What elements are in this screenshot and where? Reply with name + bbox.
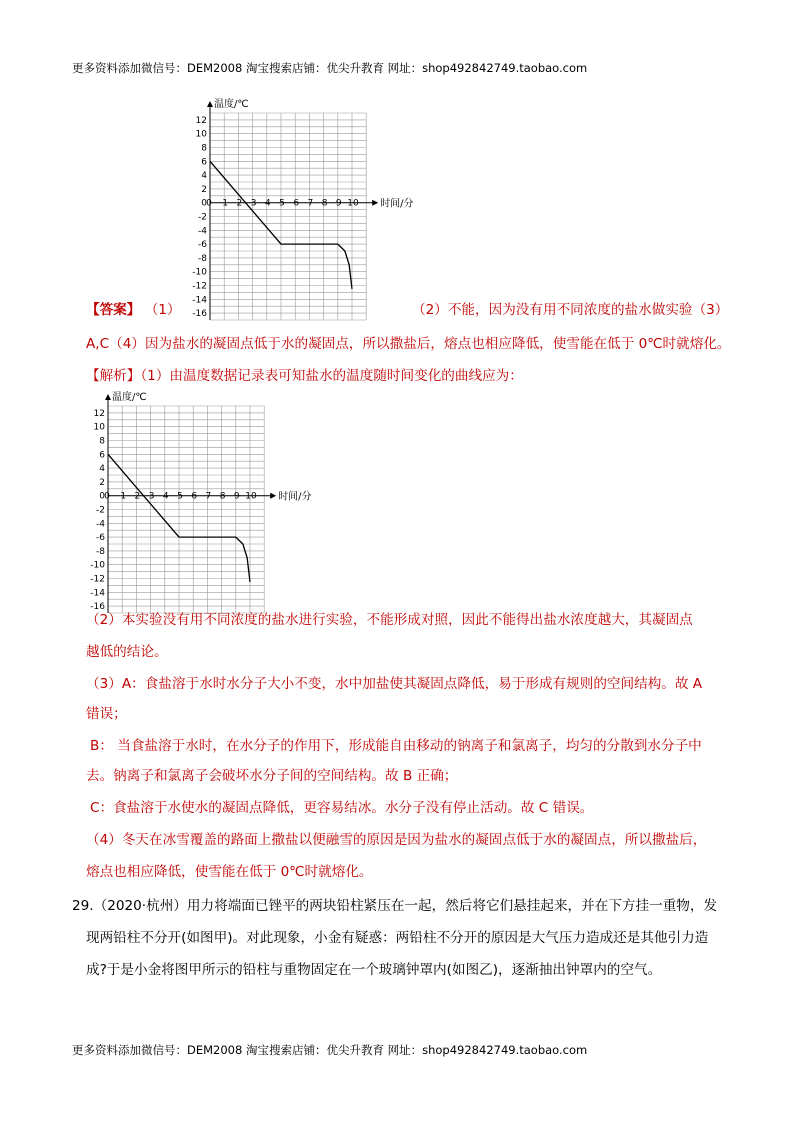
temperature-chart-analysis (78, 388, 312, 613)
question29-line1: 29.（2020·杭州）用力将端面已锉平的两块铅柱紧压在一起，然后将它们悬挂起来，并在下方挂一重物，发 (72, 898, 718, 914)
x-tick-label: 3 (250, 198, 257, 209)
answer-tag: 【答案】 (86, 302, 141, 318)
x-tick-label: 2 (236, 198, 243, 209)
analysis-p3-line4: 去。钠离子和氯离子会破坏水分子间的空间结构。故 B 正确； (86, 768, 458, 784)
y-tick-label: 6 (99, 450, 105, 461)
analysis-p2-line2: 越低的结论。 (86, 644, 168, 660)
page-footer: 更多资料添加微信号：DEM2008 淘宝搜索店铺：优尖升教育 网址：shop492842749.taobao.com (72, 1043, 588, 1057)
x-tick-label: 5 (279, 198, 285, 209)
x-tick-label: 4 (264, 198, 271, 209)
x-tick-label: 7 (205, 491, 212, 502)
y-tick-label: -14 (192, 295, 207, 306)
y-tick-label: 10 (93, 422, 105, 433)
y-tick-label: -16 (90, 602, 105, 613)
x-axis-arrow (372, 200, 378, 206)
analysis-p3-line5: C：食盐溶于水使水的凝固点降低，更容易结冰。水分子没有停止活动。故 C 错误。 (90, 800, 594, 816)
analysis-p3-line2: 错误； (86, 706, 127, 722)
page-header: 更多资料添加微信号：DEM2008 淘宝搜索店铺：优尖升教育 网址：shop492842749.taobao.com (72, 61, 588, 75)
x-axis-arrow (270, 493, 276, 499)
y-tick-label: -10 (192, 267, 207, 278)
y-tick-label: 6 (201, 157, 207, 168)
answer-part-2: （2）不能，因为没有用不同浓度的盐水做实验（3） (412, 302, 729, 318)
analysis-p3-line3: B： 当食盐溶于水时，在水分子的作用下，形成能自由移动的钠离子和氯离子，均匀的分散到水分子中 (90, 738, 702, 754)
analysis-p2-line1: （2）本实验没有用不同浓度的盐水进行实验，不能形成对照，因此不能得出盐水浓度越大，其凝固点 (86, 612, 693, 628)
y-tick-label: 4 (99, 464, 105, 475)
y-tick-label: 12 (195, 115, 207, 126)
y-axis-arrow (207, 101, 213, 107)
x-tick-label: 10 (347, 198, 359, 209)
analysis-p4-line1: （4）冬天在冰雪覆盖的路面上撒盐以便融雪的原因是因为盐水的凝固点低于水的凝固点，所以撒盐后， (86, 832, 707, 848)
y-tick-label: -2 (198, 212, 207, 223)
question29-line2: 现两铅柱不分开(如图甲)。对此现象，小金有疑惑：两铅柱不分开的原因是大气压力造成还是其他引力造 (86, 930, 709, 946)
answer-part-1: （1） (144, 302, 181, 318)
y-tick-label: -2 (96, 505, 105, 516)
x-tick-label: 5 (177, 491, 183, 502)
x-tick-label: 0 (206, 198, 212, 209)
y-tick-label: -8 (96, 546, 105, 557)
x-tick-label: 10 (245, 491, 257, 502)
y-tick-label: -4 (198, 226, 207, 237)
analysis-intro: 【解析】（1）由温度数据记录表可知盐水的温度随时间变化的曲线应为： (86, 368, 523, 384)
x-tick-label: 8 (219, 491, 226, 502)
y-tick-label: -8 (198, 253, 207, 264)
y-tick-label: -6 (198, 240, 207, 251)
x-tick-label: 8 (321, 198, 328, 209)
y-tick-label: 2 (99, 477, 105, 488)
y-tick-label: 0 (99, 491, 105, 502)
temperature-chart-answer (180, 95, 414, 320)
y-tick-label: -10 (90, 560, 105, 571)
y-tick-label: -16 (192, 309, 207, 320)
x-tick-label: 3 (148, 491, 155, 502)
y-tick-label: 12 (93, 408, 105, 419)
answer-part-3: A,C（4）因为盐水的凝固点低于水的凝固点，所以撒盐后，熔点也相应降低，使雪能在低于 0℃时就熔化。 (86, 336, 731, 352)
x-tick-label: 7 (307, 198, 314, 209)
y-axis-arrow (105, 394, 111, 400)
y-tick-label: 10 (195, 129, 207, 140)
x-tick-label: 6 (293, 198, 300, 209)
y-tick-label: 4 (201, 171, 207, 182)
x-tick-label: 6 (191, 491, 198, 502)
x-tick-label: 1 (222, 198, 229, 209)
y-tick-label: 0 (201, 198, 207, 209)
x-tick-label: 1 (120, 491, 127, 502)
y-tick-label: 8 (99, 436, 105, 447)
question29-line3: 成?于是小金将图甲所示的铅柱与重物固定在一个玻璃钟罩内(如图乙)，逐渐抽出钟罩内的空气。 (86, 962, 662, 978)
x-axis-label: 时间/分 (380, 198, 414, 210)
y-tick-label: -14 (90, 588, 105, 599)
x-axis-label: 时间/分 (278, 491, 312, 503)
x-tick-label: 2 (134, 491, 141, 502)
y-tick-label: -12 (90, 574, 105, 585)
y-tick-label: -6 (96, 533, 105, 544)
y-axis-label: 温度/℃ (214, 99, 249, 110)
x-tick-label: 0 (104, 491, 110, 502)
y-axis-label: 温度/℃ (112, 392, 147, 403)
y-tick-label: 8 (201, 143, 207, 154)
y-tick-label: -12 (192, 281, 207, 292)
y-tick-label: -4 (96, 519, 105, 530)
x-tick-label: 4 (162, 491, 169, 502)
analysis-p3-line1: （3）A：食盐溶于水时水分子大小不变，水中加盐使其凝固点降低，易于形成有规则的空间结构。故 A (86, 676, 703, 692)
analysis-p4-line2: 熔点也相应降低，使雪能在低于 0℃时就熔化。 (86, 864, 373, 880)
answer-line-1 (86, 300, 181, 320)
x-tick-label: 9 (335, 198, 342, 209)
chart-1-grid (210, 113, 366, 320)
x-tick-label: 9 (233, 491, 240, 502)
y-tick-label: 2 (201, 184, 207, 195)
chart-2-grid (108, 406, 264, 613)
